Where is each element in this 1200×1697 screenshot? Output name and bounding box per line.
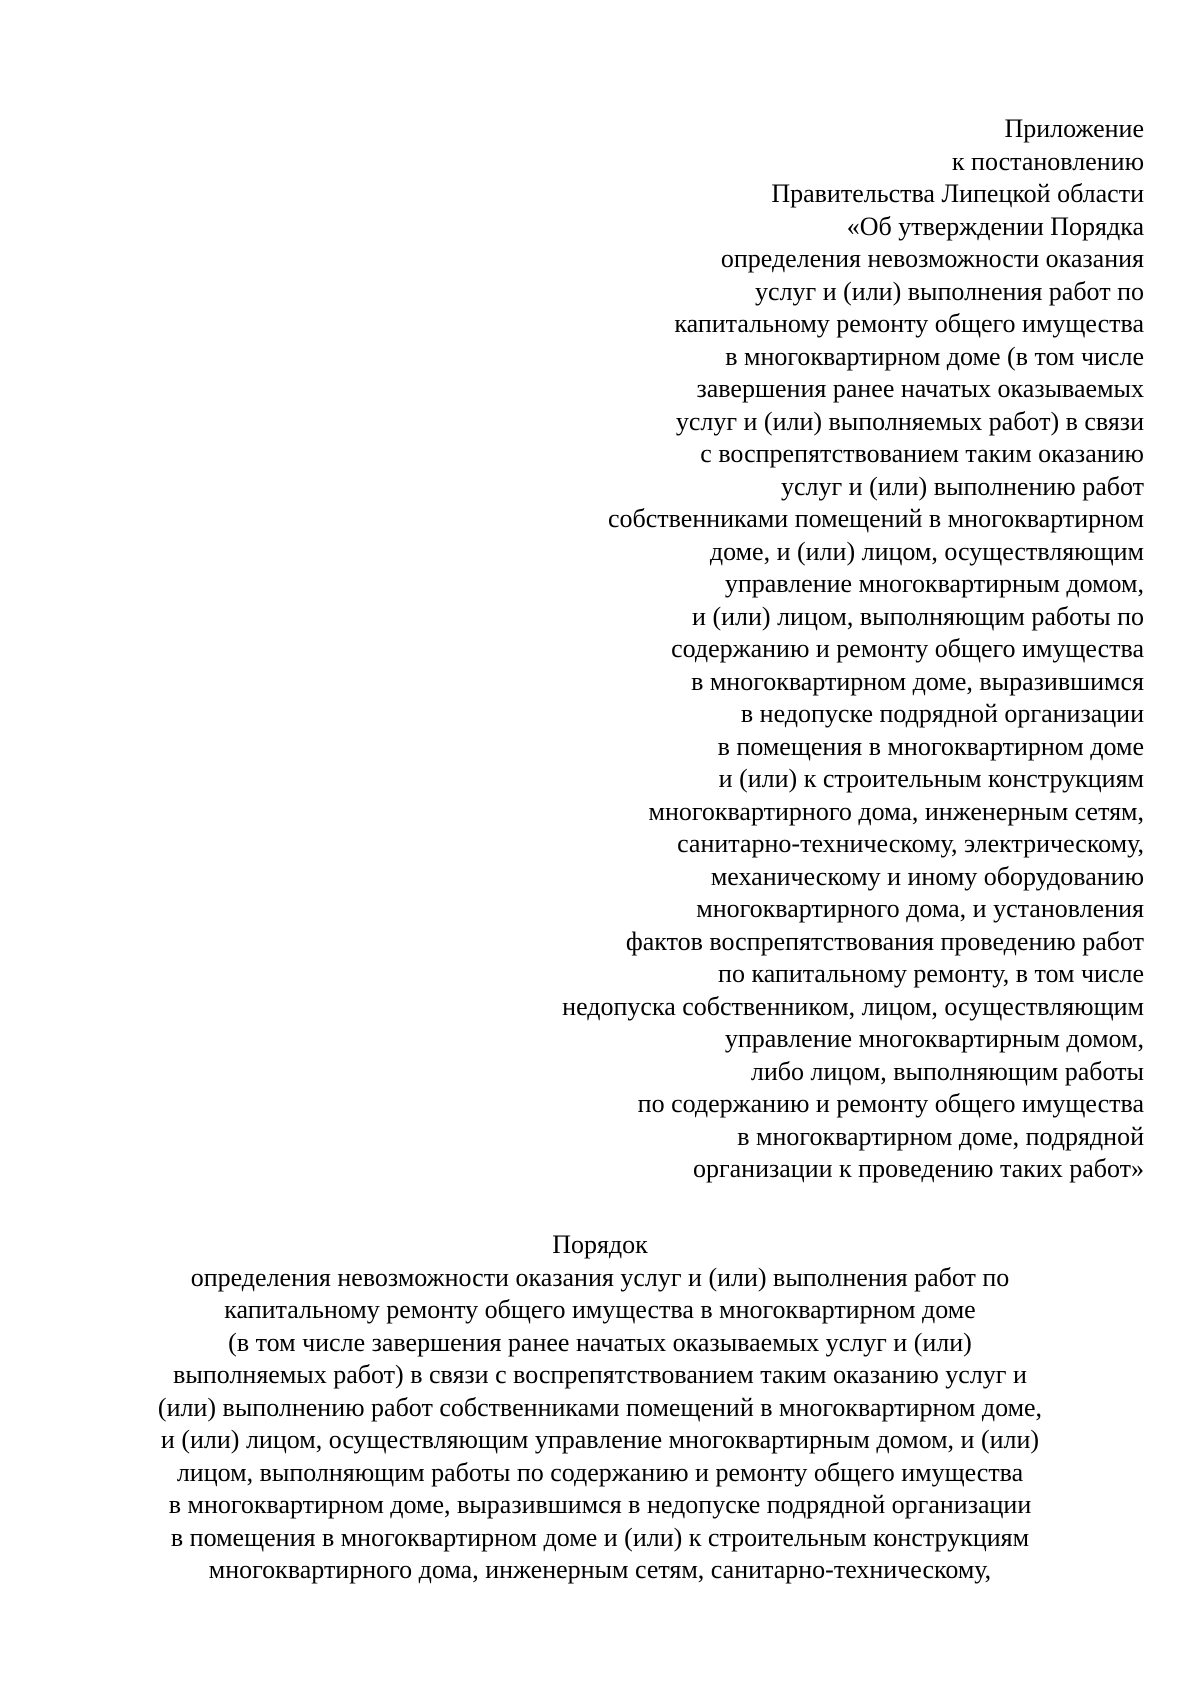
appendix-line: санитарно-техническому, электрическому,	[677, 829, 1144, 858]
appendix-line: в многоквартирном доме (в том числе	[725, 341, 1144, 371]
appendix-line: доме, и (или) лицом, осуществляющим	[709, 536, 1144, 566]
appendix-line: многоквартирного дома, инженерным сетям,	[648, 796, 1144, 826]
appendix-line: по содержанию и ремонту общего имущества	[637, 1089, 1144, 1118]
appendix-line: либо лицом, выполняющим работы	[750, 1056, 1144, 1086]
order-title-line: определения невозможности оказания услуг и (или) выполнения работ по	[190, 1262, 1010, 1292]
appendix-line: фактов воспрепятствования проведению работ	[625, 926, 1144, 956]
order-title-line: многоквартирного дома, инженерным сетям, санитарно-техническому,	[208, 1555, 992, 1584]
appendix-line: Приложение	[1004, 114, 1144, 143]
order-title-line: в многоквартирном доме, выразившимся в недопуске подрядной организации	[168, 1490, 1032, 1519]
appendix-line: «Об утверждении Порядка	[846, 211, 1144, 241]
appendix-line: в многоквартирном доме, подрядной	[737, 1121, 1144, 1151]
appendix-line: в помещения в многоквартирном доме	[717, 731, 1144, 761]
appendix-line: управление многоквартирным домом,	[724, 569, 1144, 598]
appendix-line: определения невозможности оказания	[720, 244, 1144, 273]
order-title-line: (в том числе завершения ранее начатых оказываемых услуг и (или)	[228, 1327, 972, 1357]
appendix-line: содержанию и ремонту общего имущества	[671, 634, 1144, 663]
appendix-line: управление многоквартирным домом,	[724, 1024, 1144, 1053]
appendix-line: механическому и иному оборудованию	[710, 861, 1144, 891]
appendix-line: услуг и (или) выполнению работ	[781, 471, 1144, 501]
appendix-header	[444, 113, 1144, 1186]
appendix-line: к постановлению	[951, 146, 1144, 176]
order-title-line: (или) выполнению работ собственниками помещений в многоквартирном доме,	[157, 1392, 1043, 1422]
appendix-line: в недопуске подрядной организации	[740, 699, 1144, 728]
order-title-line: капитальному ремонту общего имущества в многоквартирном доме	[224, 1295, 976, 1324]
appendix-line: собственниками помещений в многоквартирном	[607, 504, 1144, 533]
appendix-line: организации к проведению таких работ»	[692, 1154, 1144, 1183]
order-title: Порядок	[552, 1230, 648, 1259]
appendix-line: в многоквартирном доме, выразившимся	[691, 666, 1144, 696]
order-section	[40, 1229, 1160, 1587]
appendix-line: Правительства Липецкой области	[771, 179, 1144, 208]
appendix-line: и (или) к строительным конструкциям	[718, 764, 1144, 793]
appendix-line: и (или) лицом, выполняющим работы по	[692, 601, 1144, 631]
order-title-line: лицом, выполняющим работы по содержанию и ремонту общего имущества	[176, 1457, 1024, 1487]
appendix-line: по капитальному ремонту, в том числе	[718, 959, 1144, 988]
appendix-line: услуг и (или) выполнения работ по	[755, 276, 1144, 306]
order-title-line: в помещения в многоквартирном доме и (или) к строительным конструкциям	[170, 1522, 1030, 1552]
appendix-line: многоквартирного дома, и установления	[696, 894, 1144, 923]
appendix-line: услуг и (или) выполняемых работ) в связи	[675, 406, 1144, 436]
appendix-line: капитальному ремонту общего имущества	[674, 309, 1144, 338]
appendix-line: недопуска собственником, лицом, осуществляющим	[562, 991, 1144, 1021]
order-title-line: выполняемых работ) в связи с воспрепятствованием таким оказанию услуг и	[173, 1360, 1027, 1389]
order-title-line: и (или) лицом, осуществляющим управление многоквартирным домом, и (или)	[160, 1425, 1040, 1454]
appendix-line: с воспрепятствованием таким оказанию	[700, 439, 1144, 468]
appendix-line: завершения ранее начатых оказываемых	[696, 374, 1144, 403]
